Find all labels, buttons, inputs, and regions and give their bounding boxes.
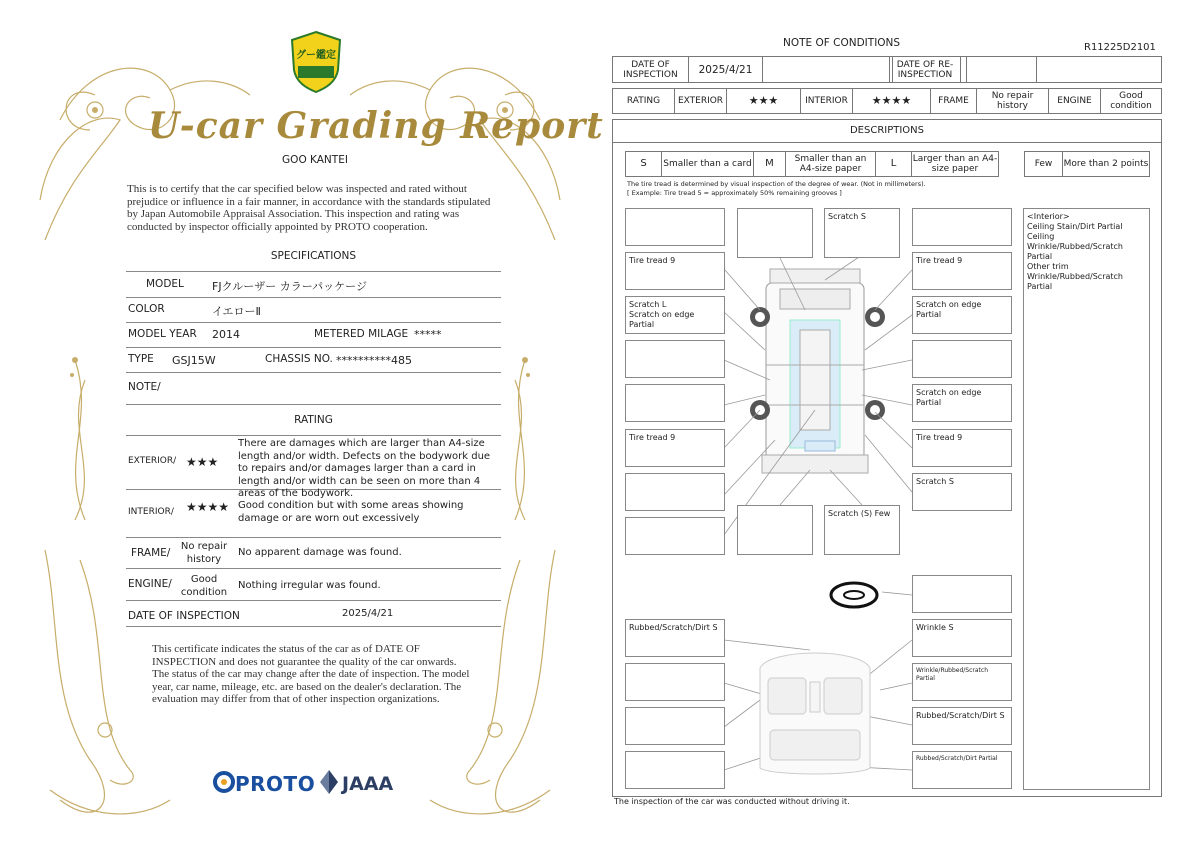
note-box-right-3 <box>912 340 1012 378</box>
metered-mileage-value: ***** <box>414 328 442 341</box>
model-year-value: 2014 <box>212 328 240 341</box>
engine-label: ENGINE/ <box>128 578 172 590</box>
note-box-bottom-right: Scratch (S) Few <box>824 505 900 555</box>
tire-tread-note: The tire tread is determined by visual inspection of the degree of wear. (Not in millimeters). <box>627 180 926 188</box>
date-of-inspection-value: 2025/4/21 <box>342 608 394 619</box>
exterior-label: EXTERIOR <box>675 89 727 113</box>
note-box-steering <box>912 575 1012 613</box>
exterior-stars: ★★★ <box>727 89 801 113</box>
jaaa-logo-icon <box>318 768 340 796</box>
frame-label: FRAME/ <box>131 547 171 559</box>
goo-kantei-badge-icon <box>288 30 344 94</box>
note-box-top-right: Scratch S <box>824 208 900 258</box>
reference-number: R11225D2101 <box>1084 42 1156 53</box>
spec-divider <box>126 271 501 272</box>
rating-divider <box>126 537 501 538</box>
legend-m: M <box>754 152 786 176</box>
engine-value: Good condition <box>1110 91 1152 111</box>
exterior-label: EXTERIOR/ <box>128 456 177 466</box>
note-box-int-left-1: Rubbed/Scratch/Dirt S <box>625 619 725 657</box>
report-subtitle: GOO KANTEI <box>282 154 348 166</box>
rating-divider <box>126 568 501 569</box>
jaaa-logo-text: JAAA <box>342 773 394 795</box>
interior-label: INTERIOR <box>801 89 853 113</box>
badge-label: グー鑑定 <box>296 50 336 61</box>
note-box-left-2-line2: Scratch on edge Partial <box>629 310 695 329</box>
type-label: TYPE <box>128 353 154 365</box>
note-box-top-left <box>737 208 813 258</box>
note-box-left-0 <box>625 208 725 246</box>
engine-label: ENGINE <box>1049 89 1101 113</box>
spec-divider <box>126 372 501 373</box>
reinspection-date-label: DATE OF RE-INSPECTION <box>889 57 961 82</box>
legend-few-desc: More than 2 points <box>1063 159 1149 169</box>
rating-heading: RATING <box>294 414 333 426</box>
inspection-date-label: DATE OF INSPECTION <box>613 57 689 82</box>
report-title: U-car Grading Report <box>148 105 604 147</box>
color-value: イエローⅡ <box>212 305 261 318</box>
type-value: GSJ15W <box>172 354 216 367</box>
frame-value: No repair history <box>180 541 228 565</box>
legend-l: L <box>876 152 912 176</box>
legend-m-desc: Smaller than an A4-size paper <box>786 152 876 176</box>
note-of-conditions-sheet <box>600 0 1200 848</box>
note-box-right-4: Scratch on edge Partial <box>912 384 1012 422</box>
note-box-left-1: Tire tread 9 <box>625 252 725 290</box>
date-of-inspection-label: DATE OF INSPECTION <box>128 610 240 622</box>
interior-description: Good condition but with some areas showing damage or are worn out excessively <box>238 500 464 524</box>
spec-divider <box>126 347 501 348</box>
note-box-int-left-4 <box>625 751 725 789</box>
interior-stars: ★★★★ <box>853 89 931 113</box>
inspection-date-value: 2025/4/21 <box>689 57 763 82</box>
note-box-int-left-3 <box>625 707 725 745</box>
descriptions-heading: DESCRIPTIONS <box>849 125 925 136</box>
note-box-int-right-2: Wrinkle/Rubbed/Scratch Partial <box>912 663 1012 701</box>
note-box-left-7 <box>625 517 725 555</box>
legend-few: Few <box>1025 152 1063 176</box>
car-interior-diagram <box>750 638 880 778</box>
interior-label: INTERIOR/ <box>128 507 174 517</box>
spec-divider <box>126 297 501 298</box>
model-value: FJクルーザー カラーパッケージ <box>212 280 367 293</box>
interior-summary-panel: <Interior> Ceiling Stain/Dirt Partial Ceiling Wrinkle/Rubbed/Scratch Partial Other trim Wrinkle/Rubbed/Scratch Partial <box>1023 208 1150 790</box>
note-box-right-2: Scratch on edge Partial <box>912 296 1012 334</box>
frame-description: No apparent damage was found. <box>238 547 402 558</box>
conditions-title: NOTE OF CONDITIONS <box>783 37 901 49</box>
note-box-right-5: Tire tread 9 <box>912 429 1012 467</box>
engine-value: Good condition <box>180 574 228 598</box>
specifications-heading: SPECIFICATIONS <box>270 250 357 262</box>
rating-divider <box>126 600 501 601</box>
color-label: COLOR <box>128 303 165 315</box>
note-box-left-2 <box>625 296 725 334</box>
rating-divider <box>126 626 501 627</box>
exterior-description: There are damages which are larger than A4-size length and/or width. Defects on the bodywork due to repairs and/or damages larger than a card in length and/or width can be seen on more than 4 areas of the bodywork. <box>238 438 491 499</box>
note-box-left-6 <box>625 473 725 511</box>
certificate-disclaimer: This certificate indicates the status of the car as of DATE OF INSPECTION and does not guarantee the quality of the car onwards. The status of the car may change after the date of inspection. The model year, car name, mileage, etc. are based on the dealer's declaration. The evaluation may differ from that of other inspection organizations. <box>152 643 470 705</box>
spec-divider <box>126 322 501 323</box>
spec-divider <box>126 404 501 405</box>
tire-tread-example: [ Example: Tire tread 5 = approximately 50% remaining grooves ] <box>627 189 842 197</box>
chassis-value: **********485 <box>336 354 412 367</box>
rating-divider <box>126 435 501 436</box>
note-label: NOTE/ <box>128 381 161 393</box>
note-box-left-3 <box>625 340 725 378</box>
note-box-int-right-4: Rubbed/Scratch/Dirt Partial <box>912 751 1012 789</box>
note-box-left-4 <box>625 384 725 422</box>
model-year-label: MODEL YEAR <box>128 328 197 340</box>
note-box-right-0 <box>912 208 1012 246</box>
note-box-int-right-1: Wrinkle S <box>912 619 1012 657</box>
frame-label: FRAME <box>931 89 977 113</box>
exterior-stars: ★★★ <box>186 455 219 469</box>
legend-s: S <box>626 152 662 176</box>
legend-s-desc: Smaller than a card <box>662 152 754 176</box>
chassis-label: CHASSIS NO. <box>265 353 333 365</box>
interior-stars: ★★★★ <box>186 500 230 514</box>
certification-statement: This is to certify that the car specified below was inspected and rated without prejudice or influence in a fair manner, in accordance with the standards stipulated by Japan Automobile Appraisal Association. This inspection and rating was conducted by inspector officially appointed by PROTO cooperation. <box>127 183 491 233</box>
note-box-right-6: Scratch S <box>912 473 1012 511</box>
note-box-int-right-3: Rubbed/Scratch/Dirt S <box>912 707 1012 745</box>
model-label: MODEL <box>146 278 184 290</box>
note-box-right-1: Tire tread 9 <box>912 252 1012 290</box>
legend-l-desc: Larger than an A4-size paper <box>912 154 998 174</box>
note-box-bottom-left <box>737 505 813 555</box>
inspection-footer-note: The inspection of the car was conducted without driving it. <box>614 797 850 806</box>
note-box-left-2-line1: Scratch L <box>629 300 667 309</box>
engine-description: Nothing irregular was found. <box>238 580 381 591</box>
proto-logo-text: PROTO <box>235 772 316 796</box>
metered-mileage-label: METERED MILAGE <box>314 328 409 340</box>
note-box-int-left-2 <box>625 663 725 701</box>
rating-label: RATING <box>613 89 675 113</box>
steering-wheel-icon <box>828 580 880 610</box>
frame-value: No repair history <box>977 89 1049 113</box>
note-box-left-5: Tire tread 9 <box>625 429 725 467</box>
